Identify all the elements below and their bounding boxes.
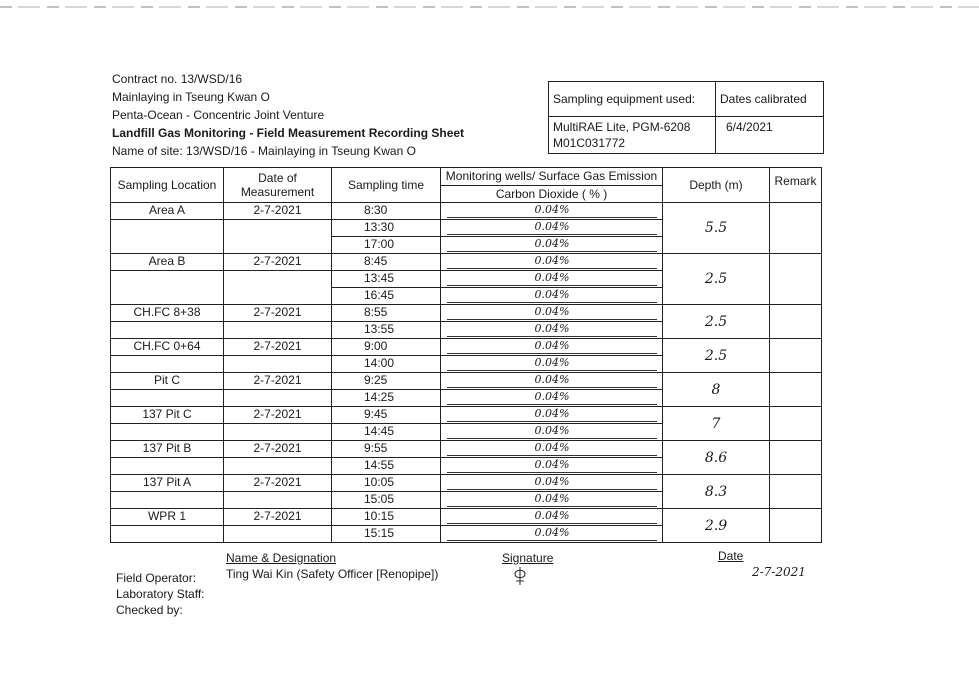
time-cell: 16:45 <box>332 288 441 305</box>
laboratory-staff-label: Laboratory Staff: <box>116 587 205 601</box>
site-name: Name of site: 13/WSD/16 - Mainlaying in Tseung Kwan O <box>112 144 416 158</box>
co2-value: 0.04% <box>447 492 657 507</box>
depth-cell: 2.5 <box>663 339 770 373</box>
co2-value-cell <box>441 203 663 220</box>
date-blank <box>224 458 332 475</box>
remark-cell <box>770 339 822 373</box>
calibrated-header: Dates calibrated <box>716 82 824 117</box>
field-operator-label: Field Operator: <box>116 571 197 585</box>
date-header: Date of Measurement <box>224 168 332 203</box>
date-blank <box>224 526 332 543</box>
co2-value: 0.04% <box>447 526 657 541</box>
location-blank <box>111 288 224 305</box>
time-cell: 8:30 <box>332 203 441 220</box>
co2-value-cell <box>441 322 663 339</box>
table-row <box>111 305 822 322</box>
depth-cell: 8.6 <box>663 441 770 475</box>
date-cell: 2-7-2021 <box>224 373 332 390</box>
remark-cell <box>770 441 822 475</box>
name-heading: Name & Designation <box>226 551 337 565</box>
co2-value-cell <box>441 407 663 424</box>
contract-number: Contract no. 13/WSD/16 <box>112 72 243 86</box>
checked-by-label: Checked by: <box>116 603 183 617</box>
co2-value-cell <box>441 339 663 356</box>
co2-value-cell <box>441 373 663 390</box>
co2-value-cell <box>441 220 663 237</box>
remark-cell <box>770 305 822 339</box>
table-row <box>111 407 822 424</box>
date-cell: 2-7-2021 <box>224 339 332 356</box>
location-cell: Area A <box>111 203 224 220</box>
contractor-name: Penta-Ocean - Concentric Joint Venture <box>112 108 325 122</box>
table-row <box>111 339 822 356</box>
co2-value-cell <box>441 441 663 458</box>
equipment-header: Sampling equipment used: <box>549 82 716 117</box>
co2-value-cell <box>441 458 663 475</box>
location-cell: WPR 1 <box>111 509 224 526</box>
date-blank <box>224 271 332 288</box>
date-blank <box>224 390 332 407</box>
co2-value: 0.04% <box>447 373 657 388</box>
co2-value: 0.04% <box>447 220 657 235</box>
date-blank <box>224 492 332 509</box>
time-cell: 9:55 <box>332 441 441 458</box>
co2-value: 0.04% <box>447 237 657 252</box>
time-cell: 8:55 <box>332 305 441 322</box>
location-cell: Area B <box>111 254 224 271</box>
location-cell: Pit C <box>111 373 224 390</box>
field-operator-name: Ting Wai Kin (Safety Officer [Renopipe]) <box>226 567 439 581</box>
time-cell: 10:05 <box>332 475 441 492</box>
depth-cell: 8.3 <box>663 475 770 509</box>
time-cell: 13:30 <box>332 220 441 237</box>
time-header: Sampling time <box>332 168 441 203</box>
depth-cell: 7 <box>663 407 770 441</box>
location-blank <box>111 492 224 509</box>
remark-cell <box>770 373 822 407</box>
time-cell: 14:00 <box>332 356 441 373</box>
time-cell: 13:55 <box>332 322 441 339</box>
location-header: Sampling Location <box>111 168 224 203</box>
time-cell: 14:25 <box>332 390 441 407</box>
measurement-body <box>111 203 822 543</box>
time-cell: 9:45 <box>332 407 441 424</box>
document-header <box>112 70 464 160</box>
location-blank <box>111 356 224 373</box>
time-cell: 9:25 <box>332 373 441 390</box>
co2-header: Carbon Dioxide ( % ) <box>441 185 663 203</box>
sheet-title: Landfill Gas Monitoring - Field Measurement Recording Sheet <box>112 126 465 140</box>
date-cell: 2-7-2021 <box>224 475 332 492</box>
co2-value-cell <box>441 509 663 526</box>
co2-value-cell <box>441 237 663 254</box>
co2-value: 0.04% <box>447 203 657 218</box>
location-blank <box>111 458 224 475</box>
co2-value: 0.04% <box>447 271 657 286</box>
time-cell: 15:05 <box>332 492 441 509</box>
co2-value: 0.04% <box>447 305 657 320</box>
time-cell: 15:15 <box>332 526 441 543</box>
date-blank <box>224 424 332 441</box>
date-cell: 2-7-2021 <box>224 203 332 220</box>
location-blank <box>111 390 224 407</box>
remark-cell <box>770 203 822 254</box>
co2-value-cell <box>441 492 663 509</box>
table-row <box>111 475 822 492</box>
equipment-cell <box>549 117 716 154</box>
date-blank <box>224 288 332 305</box>
date-blank <box>224 220 332 237</box>
co2-value: 0.04% <box>447 254 657 269</box>
co2-value-cell <box>441 271 663 288</box>
co2-value: 0.04% <box>447 356 657 371</box>
date-blank <box>224 322 332 339</box>
field-operator-date: 2-7-2021 <box>752 565 806 579</box>
scan-artifact <box>0 6 979 8</box>
co2-value: 0.04% <box>447 390 657 405</box>
time-cell: 13:45 <box>332 271 441 288</box>
calibration-date: 6/4/2021 <box>716 117 824 154</box>
co2-value-cell <box>441 305 663 322</box>
table-row <box>111 373 822 390</box>
location-cell: CH.FC 0+64 <box>111 339 224 356</box>
time-cell: 9:00 <box>332 339 441 356</box>
signature-heading: Signature <box>502 551 554 565</box>
location-blank <box>111 526 224 543</box>
co2-value: 0.04% <box>447 288 657 303</box>
co2-value-cell <box>441 475 663 492</box>
depth-cell: 2.9 <box>663 509 770 543</box>
location-blank <box>111 322 224 339</box>
co2-value-cell <box>441 526 663 543</box>
co2-value: 0.04% <box>447 458 657 473</box>
remark-cell <box>770 407 822 441</box>
equipment-model: MultiRAE Lite, PGM-6208 <box>553 120 691 134</box>
monitoring-header: Monitoring wells/ Surface Gas Emission <box>441 168 663 186</box>
remark-header: Remark <box>770 168 822 203</box>
co2-value-cell <box>441 424 663 441</box>
time-cell: 10:15 <box>332 509 441 526</box>
co2-value: 0.04% <box>447 441 657 456</box>
remark-cell <box>770 509 822 543</box>
date-blank <box>224 237 332 254</box>
table-row <box>111 254 822 271</box>
location-blank <box>111 237 224 254</box>
co2-value: 0.04% <box>447 322 657 337</box>
time-cell: 14:45 <box>332 424 441 441</box>
time-cell: 14:55 <box>332 458 441 475</box>
time-cell: 17:00 <box>332 237 441 254</box>
remark-cell <box>770 475 822 509</box>
location-cell: CH.FC 8+38 <box>111 305 224 322</box>
depth-cell: 5.5 <box>663 203 770 254</box>
depth-cell: 8 <box>663 373 770 407</box>
date-cell: 2-7-2021 <box>224 441 332 458</box>
co2-value-cell <box>441 390 663 407</box>
co2-value-cell <box>441 288 663 305</box>
table-row <box>111 441 822 458</box>
project-name: Mainlaying in Tseung Kwan O <box>112 90 270 104</box>
co2-value: 0.04% <box>447 475 657 490</box>
date-cell: 2-7-2021 <box>224 254 332 271</box>
time-cell: 8:45 <box>332 254 441 271</box>
depth-header: Depth (m) <box>663 168 770 203</box>
depth-cell: 2.5 <box>663 254 770 305</box>
date-blank <box>224 356 332 373</box>
location-blank <box>111 220 224 237</box>
remark-cell <box>770 254 822 305</box>
location-cell: 137 Pit C <box>111 407 224 424</box>
depth-cell: 2.5 <box>663 305 770 339</box>
date-cell: 2-7-2021 <box>224 407 332 424</box>
measurement-table <box>110 167 822 543</box>
signature-icon <box>513 566 527 586</box>
co2-value: 0.04% <box>447 407 657 422</box>
location-blank <box>111 271 224 288</box>
table-row <box>111 509 822 526</box>
co2-value-cell <box>441 254 663 271</box>
equipment-serial: M01C031772 <box>553 136 626 150</box>
date-cell: 2-7-2021 <box>224 305 332 322</box>
co2-value: 0.04% <box>447 424 657 439</box>
location-blank <box>111 424 224 441</box>
co2-value: 0.04% <box>447 509 657 524</box>
co2-value-cell <box>441 356 663 373</box>
date-heading: Date <box>718 549 744 563</box>
co2-value: 0.04% <box>447 339 657 354</box>
location-cell: 137 Pit A <box>111 475 224 492</box>
table-row <box>111 203 822 220</box>
date-cell: 2-7-2021 <box>224 509 332 526</box>
equipment-table <box>548 81 824 154</box>
location-cell: 137 Pit B <box>111 441 224 458</box>
